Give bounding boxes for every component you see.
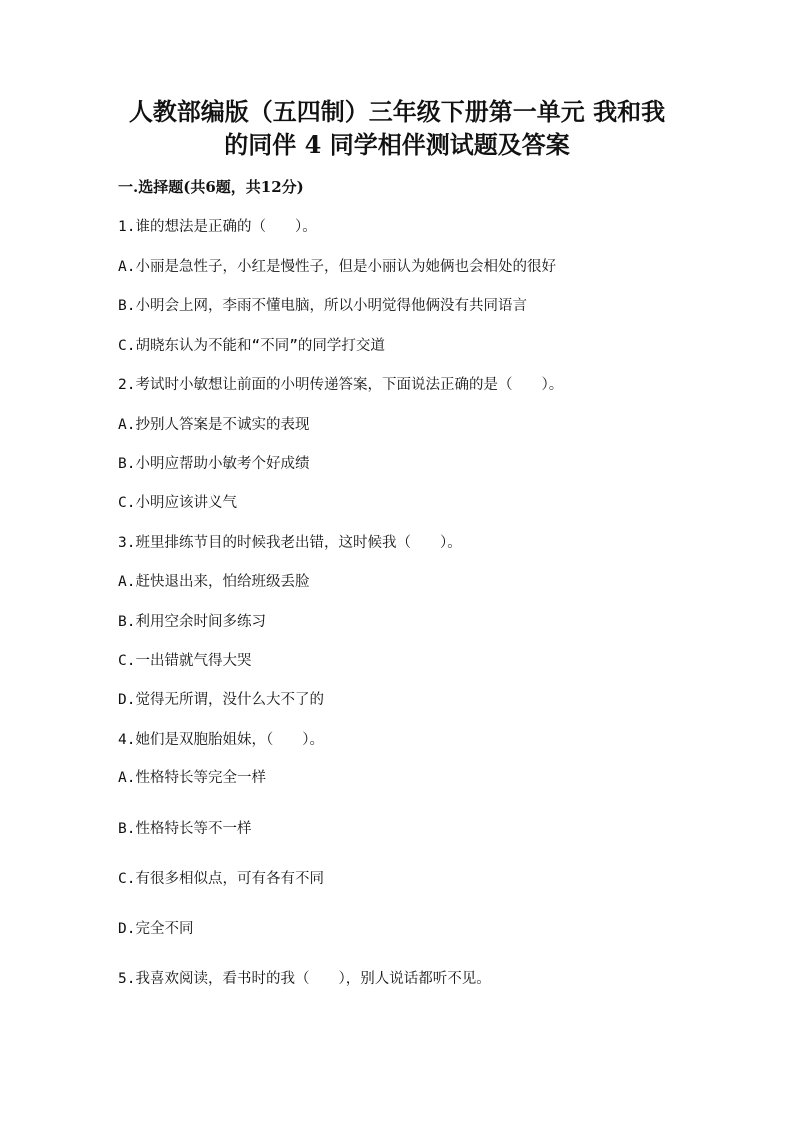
- question-2-option-b: B.小明应帮助小敏考个好成绩: [118, 456, 310, 472]
- question-2-option-c: C.小明应该讲义气: [118, 495, 237, 511]
- section-heading: 一.选择题(共6题，共12分): [118, 178, 304, 196]
- document-title-line-2: 的同伴 4 同学相伴测试题及答案: [224, 130, 570, 159]
- question-3-option-c: C.一出错就气得大哭: [118, 653, 252, 669]
- question-4-option-b: B.性格特长等不一样: [118, 821, 252, 837]
- question-3-stem: 3.班里排练节目的时候我老出错，这时候我（ ）。: [118, 535, 462, 551]
- question-1-option-a: A.小丽是急性子，小红是慢性子，但是小丽认为她俩也会相处的很好: [118, 259, 556, 275]
- question-4-option-d: D.完全不同: [118, 921, 194, 937]
- question-3-option-d: D.觉得无所谓，没什么大不了的: [118, 692, 324, 708]
- question-5-stem: 5.我喜欢阅读，看书时的我（ ），别人说话都听不见。: [118, 971, 491, 987]
- document-title-line-1: 人教部编版（五四制）三年级下册第一单元 我和我: [128, 97, 666, 126]
- question-1-option-b: B.小明会上网，李雨不懂电脑，所以小明觉得他俩没有共同语言: [118, 298, 527, 314]
- question-4-option-a: A.性格特长等完全一样: [118, 770, 266, 786]
- question-4-stem: 4.她们是双胞胎姐妹，（ ）。: [118, 732, 324, 748]
- question-4-option-c: C.有很多相似点，可有各有不同: [118, 871, 324, 887]
- question-2-option-a: A.抄别人答案是不诚实的表现: [118, 417, 310, 433]
- question-1-stem: 1.谁的想法是正确的（ ）。: [118, 219, 317, 235]
- question-3-option-a: A.赶快退出来，怕给班级丢脸: [118, 574, 310, 590]
- question-1-option-c: C.胡晓东认为不能和“不同”的同学打交道: [118, 338, 385, 354]
- question-2-stem: 2.考试时小敏想让前面的小明传递答案，下面说法正确的是（ ）。: [118, 377, 564, 393]
- question-3-option-b: B.利用空余时间多练习: [118, 614, 266, 630]
